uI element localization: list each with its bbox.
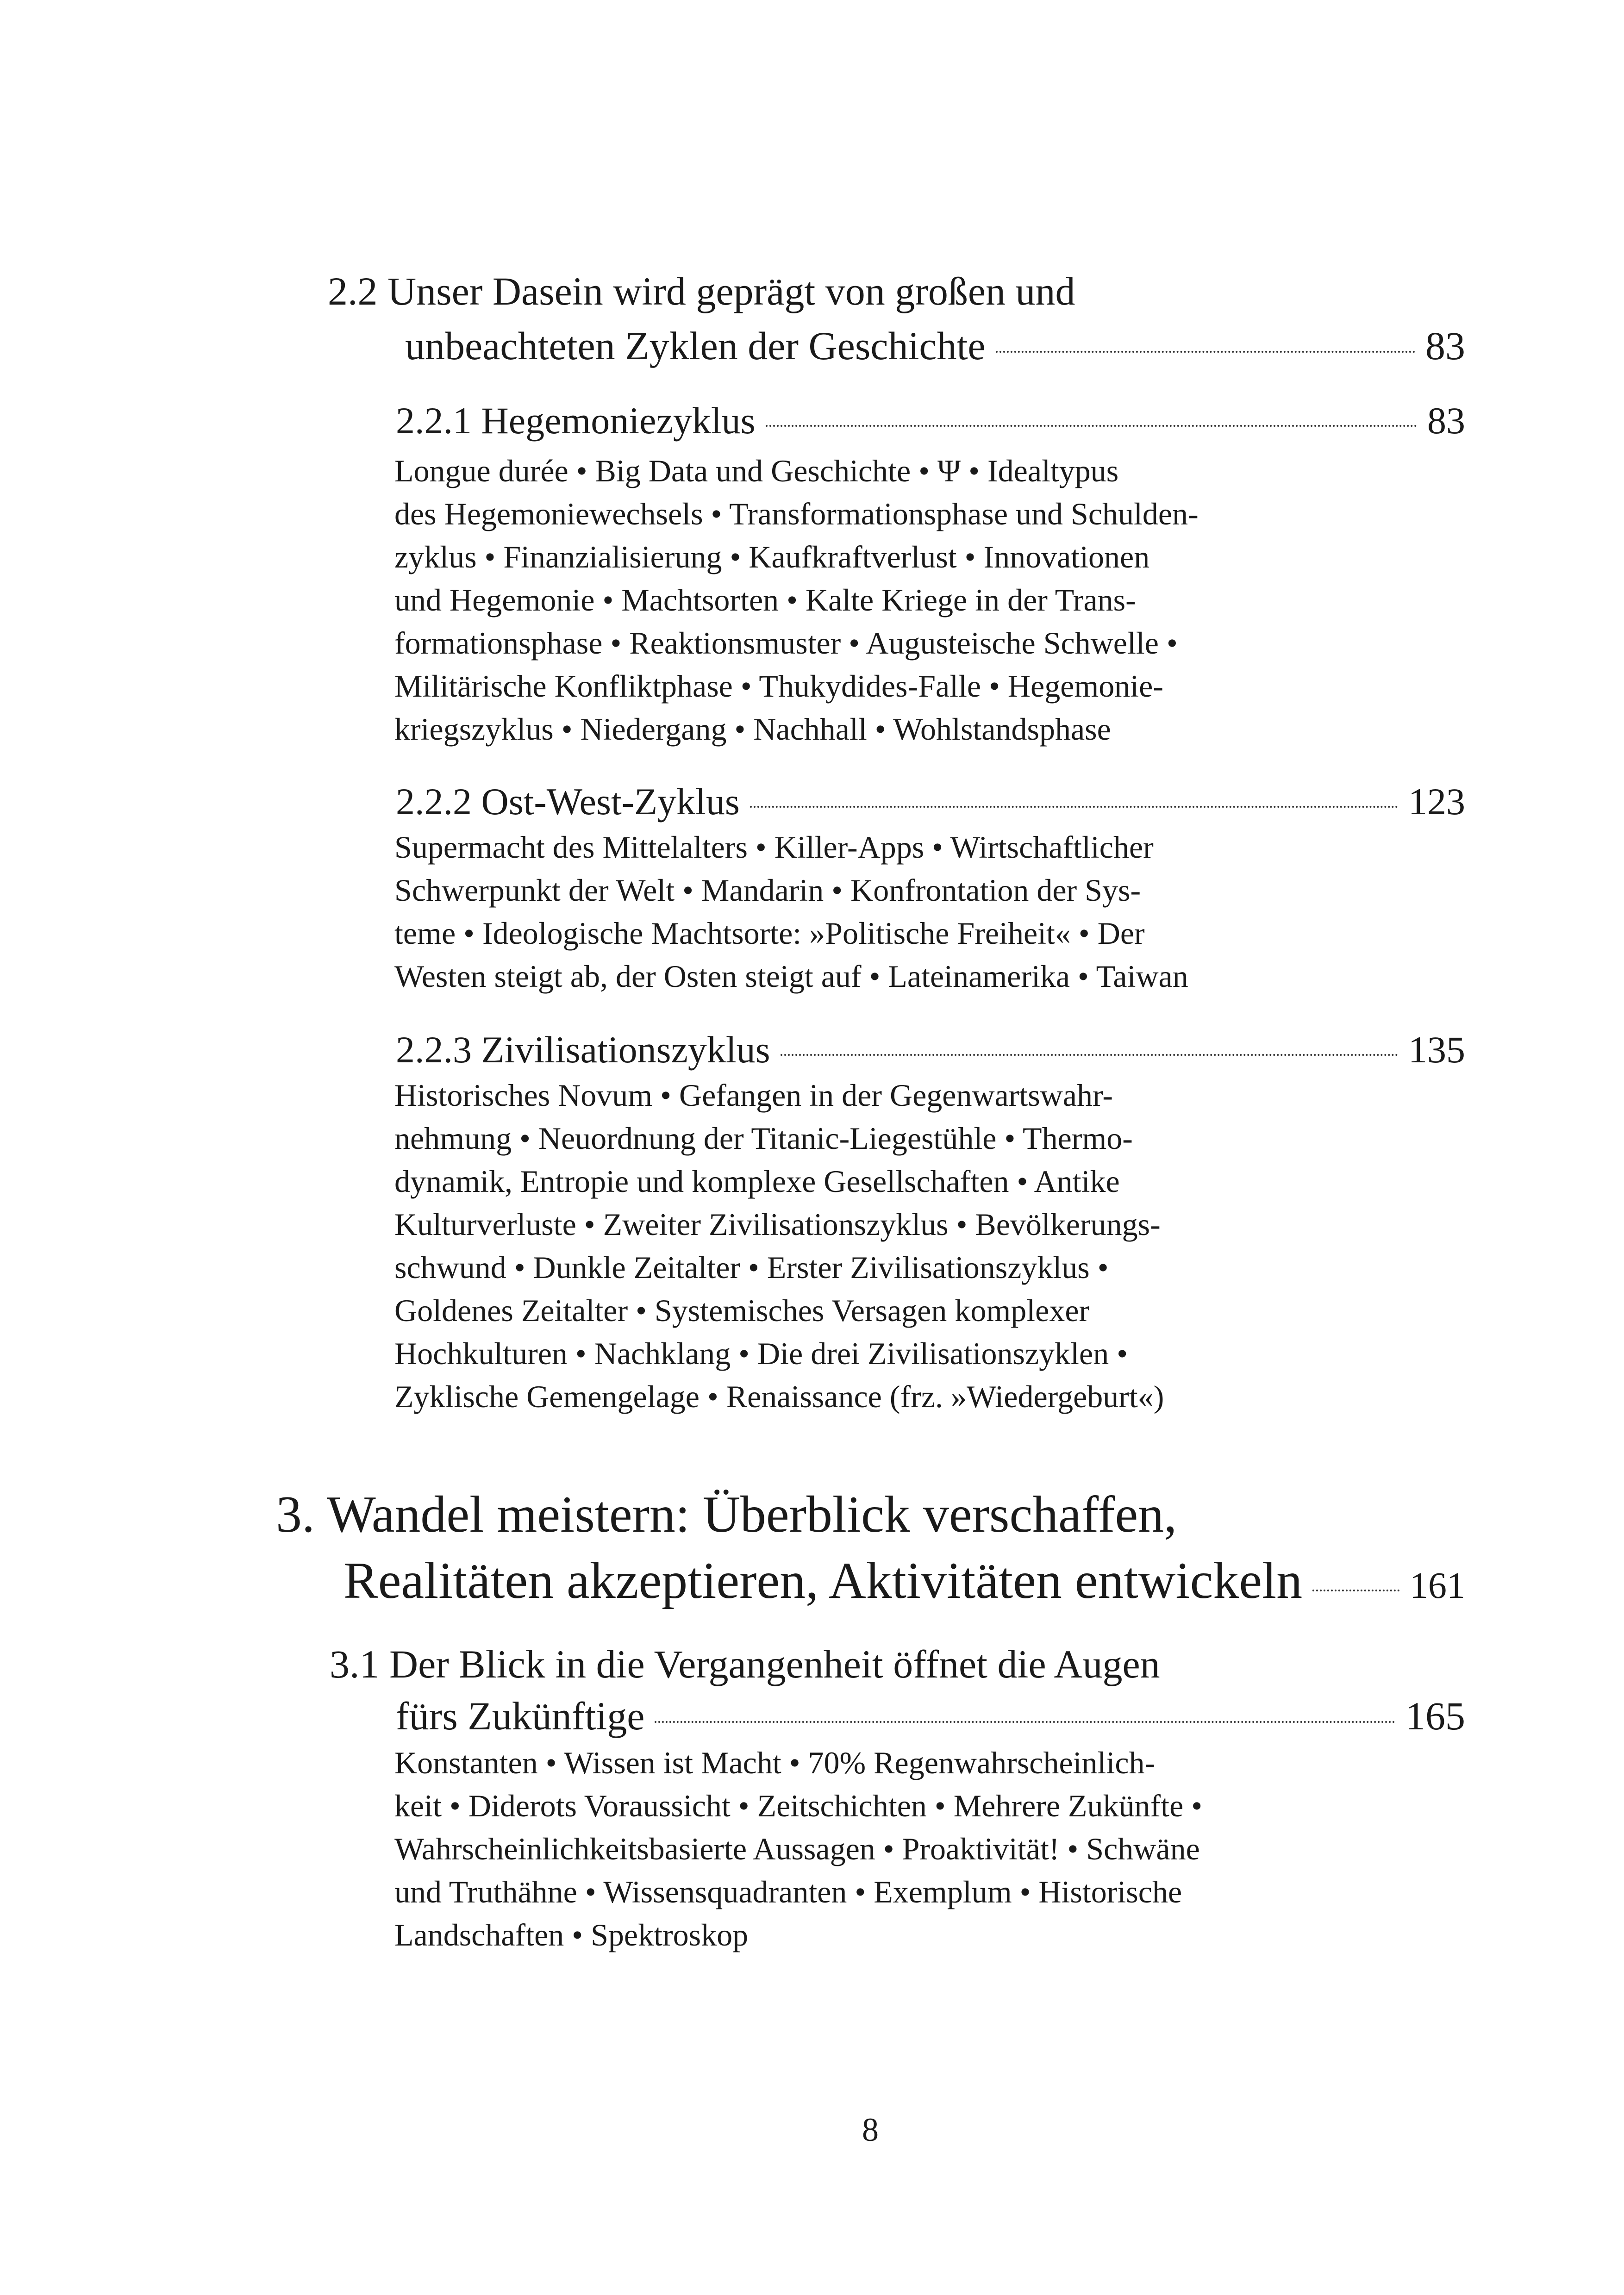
keyword-line: und Truthähne • Wissensquadranten • Exemplum • Historische (394, 1874, 1182, 1909)
toc-entry-2-2-1[interactable] (396, 395, 1465, 446)
keyword-line: Konstanten • Wissen ist Macht • 70% Regenwahrscheinlich- (394, 1745, 1156, 1780)
page-ref: 165 (1405, 1694, 1465, 1738)
keyword-line: Militärische Konfliktphase • Thukydides-Falle • Hegemonie- (394, 668, 1163, 704)
toc-keywords-2-2-1 (394, 449, 1624, 751)
dot-leader (766, 425, 1417, 427)
toc-keywords-2-2-3 (394, 1074, 1624, 1418)
keyword-line: Wahrscheinlichkeitsbasierte Aussagen • Proaktivität! • Schwäne (394, 1831, 1200, 1866)
toc-entry-3-1[interactable] (396, 1689, 1465, 1743)
keyword-line: des Hegemoniewechsels • Transformationsphase und Schulden- (394, 496, 1199, 531)
keyword-line: Zyklische Gemengelage • Renaissance (frz. »Wiedergeburt«) (394, 1379, 1164, 1414)
dot-leader (655, 1721, 1395, 1723)
keyword-line: Westen steigt ab, der Osten steigt auf • Lateinamerika • Taiwan (394, 959, 1188, 994)
toc-entry-title: 2.2.1 Hegemoniezyklus (396, 399, 756, 442)
dot-leader (750, 806, 1398, 808)
toc-entry-title: fürs Zukünftige (396, 1694, 645, 1738)
toc-keywords-3-1 (394, 1741, 1624, 1957)
keyword-line: Hochkulturen • Nachklang • Die drei Zivilisationszyklen • (394, 1336, 1128, 1371)
keyword-line: Longue durée • Big Data und Geschichte • Ψ • Idealtypus (394, 453, 1119, 488)
toc-entry-title: 2.2.2 Ost-West-Zyklus (396, 780, 740, 823)
toc-entry-2-2-line1: 2.2 Unser Dasein wird geprägt von großen und (328, 269, 1075, 313)
keyword-line: Goldenes Zeitalter • Systemisches Versagen komplexer (394, 1293, 1090, 1328)
keyword-line: dynamik, Entropie und komplexe Gesellschaften • Antike (394, 1164, 1120, 1199)
toc-entry-2-2[interactable] (405, 318, 1465, 373)
keyword-line: kriegszyklus • Niedergang • Nachhall • Wohlstandsphase (394, 711, 1111, 747)
dot-leader (1312, 1590, 1399, 1591)
toc-entry-title: unbeachteten Zyklen der Geschichte (405, 324, 986, 368)
page-ref: 161 (1410, 1565, 1465, 1606)
keyword-line: und Hegemonie • Machtsorten • Kalte Kriege in der Trans- (394, 582, 1136, 617)
keyword-line: Supermacht des Mittelalters • Killer-Apps • Wirtschaftlicher (394, 829, 1154, 865)
keyword-line: Landschaften • Spektroskop (394, 1917, 749, 1952)
page-ref: 135 (1408, 1029, 1465, 1071)
keyword-line: formationsphase • Reaktionsmuster • Augusteische Schwelle • (394, 625, 1178, 661)
toc-entry-2-2-2[interactable] (396, 776, 1465, 827)
dot-leader (996, 351, 1415, 353)
page-number: 8 (862, 2111, 879, 2148)
toc-entry-2-2-3[interactable] (396, 1024, 1465, 1075)
keyword-line: Historisches Novum • Gefangen in der Gegenwartswahr- (394, 1078, 1113, 1113)
toc-entry-3-1-line1: 3.1 Der Blick in die Vergangenheit öffnet die Augen (330, 1642, 1160, 1686)
keyword-line: keit • Diderots Voraussicht • Zeitschichten • Mehrere Zukünfte • (394, 1788, 1203, 1823)
toc-keywords-2-2-2 (394, 826, 1624, 998)
dot-leader (781, 1054, 1398, 1056)
toc-chapter-3[interactable] (344, 1548, 1465, 1619)
keyword-line: nehmung • Neuordnung der Titanic-Liegestühle • Thermo- (394, 1121, 1133, 1156)
page-ref: 83 (1427, 399, 1465, 442)
toc-chapter-3-line1: 3. Wandel meistern: Überblick verschaffen, (276, 1486, 1177, 1543)
page-ref: 123 (1408, 780, 1465, 823)
keyword-line: Schwerpunkt der Welt • Mandarin • Konfrontation der Sys- (394, 873, 1141, 908)
keyword-line: zyklus • Finanzialisierung • Kaufkraftverlust • Innovationen (394, 539, 1150, 574)
keyword-line: schwund • Dunkle Zeitalter • Erster Zivilisationszyklus • (394, 1250, 1109, 1285)
toc-entry-title: 2.2.3 Zivilisationszyklus (396, 1029, 770, 1071)
keyword-line: teme • Ideologische Machtsorte: »Politische Freiheit« • Der (394, 916, 1145, 951)
toc-entry-title: Realitäten akzeptieren, Aktivitäten entwickeln (344, 1552, 1303, 1609)
page-ref: 83 (1425, 324, 1465, 368)
keyword-line: Kulturverluste • Zweiter Zivilisationszyklus • Bevölkerungs- (394, 1207, 1161, 1242)
